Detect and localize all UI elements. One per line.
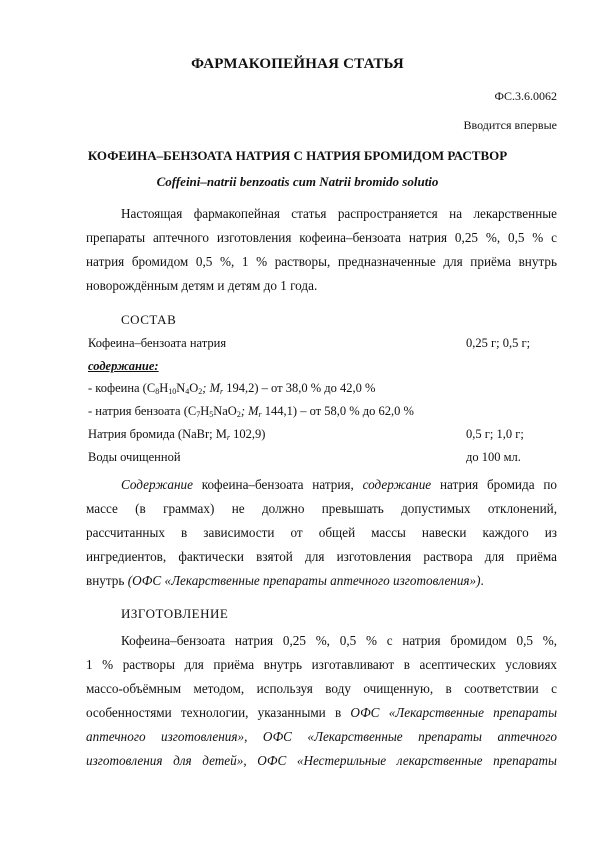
caffeine-text: H	[159, 381, 169, 395]
content-term: Содержание	[121, 477, 193, 492]
bromide-text: Натрия бромида (NaBr; M	[88, 427, 227, 441]
content-text: кофеина–бензоата натрия,	[192, 477, 363, 492]
water-row-value: до 100 мл.	[466, 450, 521, 464]
reference-text: ОФС «Лекарственные препараты аптечного	[262, 729, 558, 744]
latin-name: Coffeini–natrii benzoatis cum Natrii bromido solutio	[156, 174, 439, 189]
intro-line: Настоящая фармакопейная статья распространяется на лекарственные	[121, 206, 557, 221]
article-code: ФС.3.6.0062	[494, 89, 557, 103]
benzoate-text: H	[200, 404, 210, 418]
reference-text: ОФС «Лекарственные препараты	[350, 705, 557, 720]
intro-line: препараты аптечного изготовления кофеина–бензоата натрия 0,25 %, 0,5 % с	[86, 230, 557, 245]
reference-text: аптечного изготовления»	[86, 729, 245, 744]
water-row-label: Воды очищенной	[88, 450, 181, 464]
intro-paragraph	[86, 202, 557, 298]
composition-heading: СОСТАВ	[121, 312, 177, 327]
manufacture-text: ,	[243, 753, 258, 768]
molar-mass-symbol: ; M	[240, 404, 259, 418]
composition-row-label: Кофеина–бензоата натрия	[88, 336, 227, 350]
subscript: 4	[185, 387, 190, 396]
intro-line: натрия бромидом 0,5 %, 1 % растворы, предназначенные для приёма внутрь	[86, 254, 557, 269]
subscript: r	[258, 410, 262, 419]
caffeine-text: 194,2) – от 38,0 % до 42,0 %	[223, 381, 376, 395]
manufacture-line	[86, 725, 557, 749]
content-text: .	[480, 573, 484, 588]
manufacture-line: Кофеина–бензоата натрия 0,25 %, 0,5 % с натрия бромидом 0,5 %,	[121, 633, 557, 648]
benzoate-content	[88, 404, 414, 419]
subscript: r	[226, 433, 231, 442]
content-text: внутрь	[86, 573, 128, 588]
content-label: содержание:	[88, 359, 159, 373]
content-paragraph	[86, 473, 557, 593]
subscript: r	[219, 387, 224, 396]
bromide-row-label	[88, 427, 265, 442]
content-line: ингредиентов, фактически взятой для изготовления раствора для приёма	[86, 549, 557, 564]
manufacture-line	[86, 701, 557, 725]
content-line: рассчитанных в зависимости от общей массы навески каждого из	[86, 525, 557, 540]
composition-row-value: 0,25 г; 0,5 г;	[466, 336, 531, 350]
content-text: натрия бромида по	[431, 477, 557, 492]
benzoate-text: NaO	[213, 404, 237, 418]
manufacture-line	[86, 749, 557, 773]
caffeine-text: - кофеина (C	[88, 381, 156, 395]
manufacture-heading: ИЗГОТОВЛЕНИЕ	[121, 606, 229, 621]
bromide-text: 102,9)	[230, 427, 266, 441]
manufacture-line: 1 % растворы для приёма внутрь изготавливают в асептических условиях	[86, 657, 557, 672]
bromide-row-value: 0,5 г; 1,0 г;	[466, 427, 524, 441]
intro-line: новорождённым детям и детям до 1 года.	[86, 278, 318, 293]
benzoate-text: 144,1) – от 58,0 % до 62,0 %	[261, 404, 414, 418]
content-line: массе (в граммах) не должно превышать допустимых отклонений,	[86, 501, 557, 516]
manufacture-text: особенностями технологии, указанными в	[86, 705, 351, 720]
manufacture-text: ,	[244, 729, 263, 744]
article-status: Вводится впервые	[463, 118, 557, 132]
article-name: КОФЕИНА–БЕНЗОАТА НАТРИЯ С НАТРИЯ БРОМИДОМ РАСТВОР	[87, 148, 508, 163]
content-term: содержание	[362, 477, 432, 492]
manufacture-paragraph	[86, 629, 557, 773]
subscript: 10	[168, 387, 177, 396]
subscript: 7	[196, 410, 201, 419]
reference-text: ОФС «Нестерильные лекарственные препараты	[257, 753, 557, 768]
content-line	[86, 473, 557, 497]
caffeine-text: O	[189, 381, 199, 395]
subscript: 5	[209, 410, 214, 419]
subscript: 2	[198, 387, 203, 396]
subscript: 2	[236, 410, 241, 419]
benzoate-text: - натрия бензоата (C	[88, 404, 197, 418]
content-line	[86, 569, 557, 593]
caffeine-text: N	[176, 381, 186, 395]
molar-mass-symbol: ; M	[202, 381, 220, 395]
reference-text: изготовления для детей»	[86, 753, 244, 768]
document-title: ФАРМАКОПЕЙНАЯ СТАТЬЯ	[191, 56, 404, 72]
subscript: 8	[155, 387, 160, 396]
caffeine-content	[88, 381, 375, 396]
manufacture-line: массо-объёмным методом, используя воду очищенную, в соответствии с	[86, 681, 557, 696]
reference-text: (ОФС «Лекарственные препараты аптечного изготовления»)	[127, 573, 481, 588]
